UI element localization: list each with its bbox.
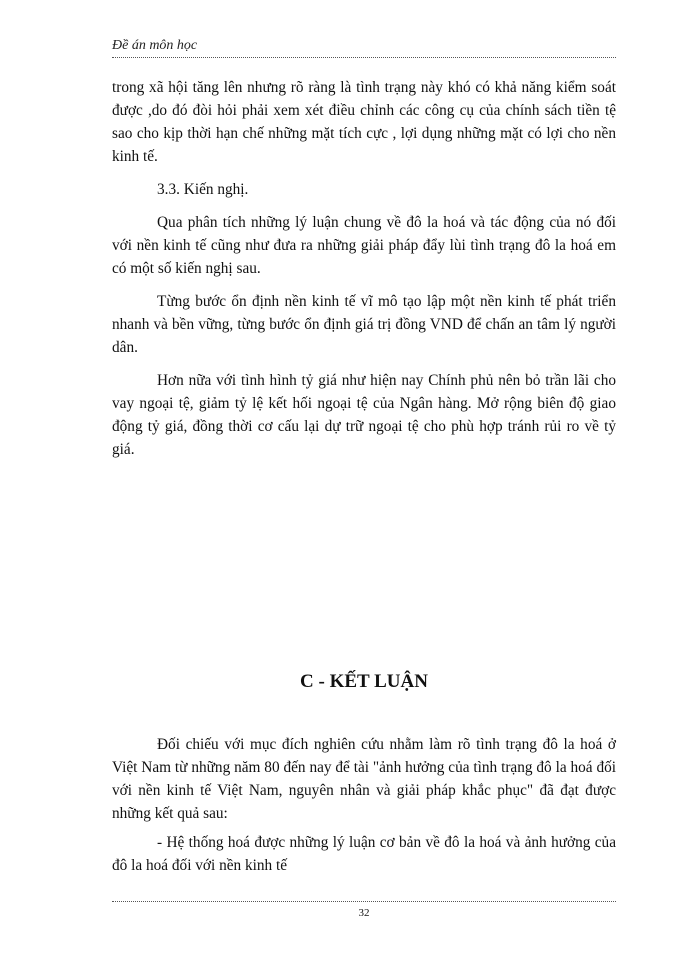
section-heading: 3.3. Kiến nghị. bbox=[157, 181, 249, 198]
body-text bbox=[112, 76, 616, 471]
header-divider bbox=[112, 57, 616, 58]
page-header: Đề án môn học bbox=[112, 38, 198, 53]
recommendation-paragraph: Hơn nữa với tình hình tỷ giá như hiện nay Chính phủ nên bỏ trần lãi cho vay ngoại tệ, giảm tỷ lệ kết hối ngoại tệ của Ngân hàng. Mở rộng biên độ giao động tỷ giá, đồng thời cơ cấu lại dự trữ ngoại tệ cho phù hợp tránh rủi ro về tỷ giá. bbox=[112, 372, 616, 458]
recommendation-paragraph: Từng bước ổn định nền kinh tế vĩ mô tạo lập một nền kinh tế phát triển nhanh và bền vững, từng bước ổn định giá trị đồng VND để chấn an tâm lý người dân. bbox=[112, 293, 616, 356]
conclusion-text bbox=[112, 733, 616, 883]
footer-divider bbox=[112, 901, 616, 902]
recommendation-paragraph: Qua phân tích những lý luận chung về đô la hoá và tác động của nó đối với nền kinh tế cũng như đưa ra những giải pháp đẩy lùi tình trạng đô la hoá em có một số kiến nghị sau. bbox=[112, 214, 616, 277]
continuation-paragraph: trong xã hội tăng lên nhưng rõ ràng là tình trạng này khó có khả năng kiểm soát được ,do đó đòi hỏi phải xem xét điều chỉnh các công cụ của chính sách tiền tệ sao cho kịp thời hạn chế những mặt tích cực , lợi dụng những mặt có lợi cho nền kinh tế. bbox=[112, 79, 616, 165]
conclusion-paragraph: Đối chiếu với mục đích nghiên cứu nhằm làm rõ tình trạng đô la hoá ở Việt Nam từ những năm 80 đến nay để tài "ảnh hưởng của tình trạng đô la hoá đối với nền kinh tế Việt Nam, nguyên nhân và giải pháp khắc phục" đã đạt được những kết quả sau: bbox=[112, 736, 616, 822]
page-number: 32 bbox=[358, 907, 370, 919]
conclusion-paragraph: - Hệ thống hoá được những lý luận cơ bản về đô la hoá và ảnh hưởng của đô la hoá đối với nền kinh tế bbox=[112, 834, 616, 874]
conclusion-title: C - KẾT LUẬN bbox=[300, 671, 428, 692]
